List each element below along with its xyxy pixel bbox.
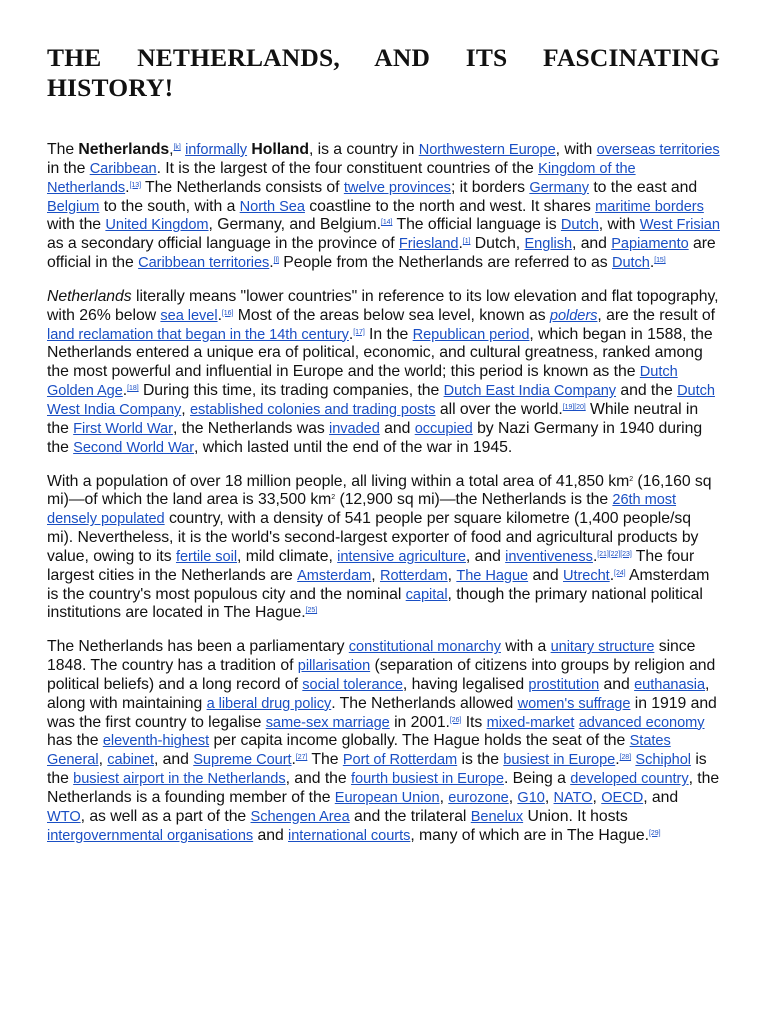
- text-run: . It is the largest of the four constituent countries of the: [156, 159, 539, 177]
- link-rotterdam[interactable]: Rotterdam: [379, 567, 448, 584]
- text-run: .: [458, 235, 463, 253]
- text-run: Union. It hosts: [523, 807, 628, 825]
- text-run: in 1919 and was the first country to legalise: [47, 694, 717, 731]
- link-supreme-court[interactable]: Supreme Court: [193, 752, 292, 769]
- text-run: , with: [598, 216, 640, 234]
- link-intensive-agriculture[interactable]: intensive agriculture: [337, 548, 466, 565]
- citation-link[interactable]: [17]: [353, 328, 365, 336]
- link-port-of-rotterdam[interactable]: Port of Rotterdam: [342, 752, 458, 769]
- citation-link[interactable]: [25]: [305, 607, 318, 615]
- link-capital[interactable]: capital: [405, 586, 448, 603]
- citation-link[interactable]: [1]: [462, 238, 471, 246]
- text-run: since 1848. The country has a tradition of: [47, 638, 696, 675]
- link-unitary-structure[interactable]: unitary structure: [550, 639, 655, 656]
- link-republican-period[interactable]: Republican period: [412, 326, 530, 343]
- link-north-sea[interactable]: North Sea: [239, 198, 305, 215]
- superscript: 2: [629, 475, 634, 483]
- text-run: and: [528, 566, 563, 584]
- citation-link[interactable]: [16]: [221, 309, 234, 317]
- text-run: The: [47, 141, 79, 158]
- bold-text: Holland: [251, 141, 309, 158]
- text-run: in 2001.: [389, 713, 450, 731]
- text-run: Most of the areas below sea level, known as: [233, 306, 550, 324]
- citation-link[interactable]: [29]: [649, 829, 661, 837]
- link-busiest-airport-in-the-netherlands[interactable]: busiest airport in the Netherlands: [73, 771, 286, 788]
- text-run: .: [269, 254, 274, 272]
- link-26th-most-densely-populated[interactable]: 26th most densely populated: [47, 492, 677, 528]
- link-fertile-soil[interactable]: fertile soil: [175, 548, 238, 565]
- text-run: , as well as a part of the: [80, 807, 251, 825]
- citation-link[interactable]: [13]: [129, 181, 141, 189]
- link-a-liberal-drug-policy[interactable]: a liberal drug policy: [206, 695, 332, 712]
- link-euthanasia[interactable]: euthanasia: [634, 676, 706, 693]
- text-run: In the: [364, 325, 413, 343]
- link-friesland[interactable]: Friesland: [398, 236, 459, 253]
- text-run: , mild climate,: [237, 547, 338, 565]
- text-run: .: [609, 566, 615, 584]
- text-run: With a population of over 18 million people, all living within a total area of 41,850 km: [47, 472, 630, 490]
- text-run: .: [592, 547, 598, 565]
- link-constitutional-monarchy[interactable]: constitutional monarchy: [348, 639, 501, 656]
- text-run: (12,900 sq mi)—the Netherlands is the: [335, 491, 613, 509]
- link-dutch-east-india-company[interactable]: Dutch East India Company: [443, 383, 617, 400]
- link-west-frisian[interactable]: West Frisian: [639, 217, 720, 234]
- text-run: with a: [500, 638, 551, 656]
- text-run: The: [307, 751, 343, 769]
- text-run: Dutch,: [470, 235, 525, 253]
- text-run: .: [122, 382, 128, 400]
- link-amsterdam[interactable]: Amsterdam: [297, 567, 372, 584]
- link-cabinet[interactable]: cabinet: [107, 752, 154, 769]
- link-schengen-area[interactable]: Schengen Area: [250, 808, 350, 825]
- link-land-reclamation-that-began-in-the-14th-century[interactable]: land reclamation that began in the 14th century: [47, 326, 349, 343]
- text-run: country, with a density of 541 people per square kilometre (1,400 people/sq mi). Nevertheless, it is the world's second-largest exporter of food and agricultural products by value, owing to its: [47, 510, 699, 565]
- text-run: and the trilateral: [349, 807, 471, 825]
- link-germany[interactable]: Germany: [529, 179, 589, 196]
- link-international-courts[interactable]: international courts: [288, 827, 411, 844]
- link-pillarisation[interactable]: pillarisation: [297, 658, 371, 675]
- text-run: .: [291, 751, 296, 769]
- text-run: ,: [181, 400, 190, 418]
- text-run: is the: [457, 751, 504, 769]
- text-run: , and: [465, 547, 506, 565]
- text-run: by Nazi Germany in 1940 during the: [47, 419, 703, 456]
- link-busiest-in-europe[interactable]: busiest in Europe: [503, 752, 616, 769]
- link-g10[interactable]: G10: [517, 790, 545, 806]
- superscript: 2: [331, 494, 336, 502]
- text-run: , is a country in: [308, 141, 419, 158]
- link-advanced-economy[interactable]: advanced economy: [578, 714, 705, 731]
- text-run: , though the primary national political institutions are located in The Hague.: [47, 585, 703, 622]
- link-intergovernmental-organisations[interactable]: intergovernmental organisations: [47, 827, 254, 844]
- text-run: , the Netherlands is a founding member of the: [47, 770, 720, 806]
- citation-link[interactable]: [18]: [127, 385, 139, 393]
- text-run: Amsterdam is the country's most populous city and the nominal: [47, 566, 710, 603]
- link-caribbean-territories[interactable]: Caribbean territories: [138, 255, 270, 272]
- text-run: .: [348, 325, 354, 343]
- text-run: ; it borders: [450, 178, 530, 196]
- link-dutch[interactable]: Dutch: [611, 255, 650, 272]
- article: [47, 43, 720, 861]
- paragraph-etymology-history: [47, 288, 720, 458]
- text-run: , which lasted until the end of the war in 1945.: [194, 438, 513, 456]
- link-utrecht[interactable]: Utrecht: [563, 567, 610, 584]
- text-run: in the: [47, 159, 90, 177]
- link-occupied[interactable]: occupied: [414, 420, 473, 437]
- text-run: , many of which are in The Hague.: [410, 826, 649, 844]
- citation-link[interactable]: [24]: [614, 569, 626, 577]
- text-run: ,: [439, 789, 449, 806]
- link-northwestern-europe[interactable]: Northwestern Europe: [418, 142, 556, 158]
- link-belgium[interactable]: Belgium: [47, 198, 100, 215]
- link-second-world-war[interactable]: Second World War: [73, 439, 195, 456]
- text-run: Its: [461, 713, 487, 731]
- text-run: coastline to the north and west. It shares: [304, 197, 596, 215]
- link-informally[interactable]: informally: [185, 142, 248, 158]
- link-nato[interactable]: NATO: [553, 790, 593, 806]
- text-run: The official language is: [392, 216, 561, 234]
- citation-link[interactable]: [26]: [449, 716, 462, 724]
- text-run: , the Netherlands was: [172, 419, 330, 437]
- text-run: During this time, its trading companies, the: [138, 382, 444, 400]
- text-run: all over the world.: [435, 400, 563, 418]
- link-sea-level[interactable]: sea level: [160, 307, 218, 324]
- link-the-hague[interactable]: The Hague: [456, 567, 529, 584]
- text-run: and: [253, 826, 289, 844]
- text-run: ,: [371, 566, 380, 584]
- italic-text: Netherlands: [47, 287, 132, 305]
- link-english[interactable]: English: [524, 236, 573, 253]
- citation-link[interactable]: [14]: [380, 219, 393, 227]
- text-run: , are the result of: [597, 306, 715, 324]
- text-run: (16,160 sq mi)—of which the land area is 33,500 km: [47, 472, 712, 509]
- text-run: .: [125, 178, 130, 196]
- text-run: literally means "lower countries" in reference to its low elevation and flat topography, with 26% below: [47, 287, 719, 324]
- text-run: . The Netherlands allowed: [331, 694, 518, 712]
- citation-link[interactable]: [l]: [273, 257, 279, 265]
- link-united-kingdom[interactable]: United Kingdom: [105, 217, 209, 234]
- link-eurozone[interactable]: eurozone: [448, 790, 509, 806]
- link-kingdom-of-the-netherlands[interactable]: Kingdom of the Netherlands: [47, 160, 636, 196]
- link-papiamento[interactable]: Papiamento: [611, 236, 689, 253]
- text-run: , and: [572, 235, 612, 253]
- paragraph-politics-economy: [47, 638, 720, 845]
- text-run: and the: [616, 382, 678, 400]
- text-run: and: [379, 419, 415, 437]
- text-run: . Being a: [503, 770, 571, 788]
- text-run: , and the: [285, 770, 351, 788]
- text-run: to the south, with a: [99, 197, 240, 215]
- link-dutch-golden-age[interactable]: Dutch Golden Age: [47, 364, 678, 400]
- text-run: with the: [47, 216, 106, 234]
- link-established-colonies-and-trading-posts[interactable]: established colonies and trading posts: [189, 401, 436, 418]
- text-run: .: [615, 751, 620, 769]
- text-run: is the: [47, 751, 707, 788]
- link-mixed-market[interactable]: mixed-market: [486, 714, 575, 731]
- citation-link[interactable]: [21][22][23]: [597, 550, 632, 558]
- link-schiphol[interactable]: Schiphol: [635, 752, 691, 769]
- citation-link[interactable]: [15]: [654, 257, 666, 265]
- link-women-s-suffrage[interactable]: women's suffrage: [517, 695, 631, 712]
- link-benelux[interactable]: Benelux: [470, 808, 524, 825]
- citation-link[interactable]: [27]: [295, 754, 308, 762]
- text-run: , and: [643, 789, 679, 806]
- paragraph-geography-population: [47, 473, 720, 624]
- text-run: The Netherlands consists of: [140, 178, 344, 196]
- text-run: ,: [98, 751, 108, 769]
- text-run: The Netherlands has been a parliamentary: [47, 638, 349, 656]
- link-first-world-war[interactable]: First World War: [73, 420, 173, 437]
- link-same-sex-marriage[interactable]: same-sex marriage: [265, 714, 390, 731]
- citation-link[interactable]: [19][20]: [562, 403, 586, 411]
- text-run: and: [599, 675, 635, 693]
- text-run: ,: [169, 141, 174, 158]
- link-prostitution[interactable]: prostitution: [528, 676, 600, 693]
- paragraph-intro: [47, 141, 720, 273]
- link-invaded[interactable]: invaded: [329, 420, 380, 437]
- text-run: ,: [508, 789, 518, 806]
- text-run: , and: [153, 751, 194, 769]
- link-states-general[interactable]: States General: [47, 733, 671, 769]
- link-dutch[interactable]: Dutch: [560, 217, 599, 234]
- link-social-tolerance[interactable]: social tolerance: [302, 676, 403, 693]
- text-run: , along with maintaining: [47, 675, 710, 712]
- link-inventiveness[interactable]: inventiveness: [505, 548, 593, 565]
- text-run: ,: [592, 789, 602, 806]
- text-run: .: [217, 306, 222, 324]
- page-title: THE NETHERLANDS, AND ITS FASCINATING HISTORY!: [47, 43, 720, 102]
- text-run: per capita income globally. The Hague holds the seat of the: [209, 732, 630, 750]
- text-run: has the: [47, 732, 103, 750]
- text-run: The four largest cities in the Netherlands are: [47, 547, 695, 584]
- text-run: ,: [544, 789, 554, 806]
- link-fourth-busiest-in-europe[interactable]: fourth busiest in Europe: [351, 771, 504, 788]
- text-run: , with: [555, 141, 597, 158]
- link-wto[interactable]: WTO: [47, 808, 81, 825]
- link-eleventh-highest[interactable]: eleventh-highest: [102, 733, 210, 750]
- text-run: are official in the: [47, 235, 716, 272]
- citation-link[interactable]: [28]: [619, 754, 632, 762]
- text-run: to the east and: [588, 178, 698, 196]
- link-dutch-west-india-company[interactable]: Dutch West India Company: [47, 383, 715, 418]
- text-run: .: [649, 254, 655, 272]
- text-run: People from the Netherlands are referred to as: [278, 254, 612, 272]
- text-run: (separation of citizens into groups by religion and political beliefs) and a long record of: [47, 657, 716, 693]
- text-run: , having legalised: [402, 675, 529, 693]
- text-run: While neutral in the: [47, 400, 699, 437]
- link-caribbean[interactable]: Caribbean: [89, 160, 157, 177]
- link-developed-country[interactable]: developed country: [570, 771, 689, 788]
- citation-link[interactable]: [k]: [173, 144, 181, 151]
- link-maritime-borders[interactable]: maritime borders: [595, 198, 704, 215]
- text-run: , Germany, and Belgium.: [208, 216, 381, 234]
- text-run: ,: [447, 566, 457, 584]
- link-twelve-provinces[interactable]: twelve provinces: [343, 179, 451, 196]
- link-polders[interactable]: polders: [549, 307, 598, 324]
- link-oecd[interactable]: OECD: [601, 790, 644, 806]
- text-run: as a secondary official language in the province of: [47, 235, 399, 253]
- link-european-union[interactable]: European Union: [334, 790, 440, 806]
- link-overseas-territories[interactable]: overseas territories: [596, 142, 720, 158]
- bold-text: Netherlands: [78, 141, 170, 158]
- text-run: , which began in 1588, the Netherlands entered a unique era of political, economic, and cultural greatness, ranked among the most powerful and influential in Europe and the world; this period is known as the: [47, 325, 713, 381]
